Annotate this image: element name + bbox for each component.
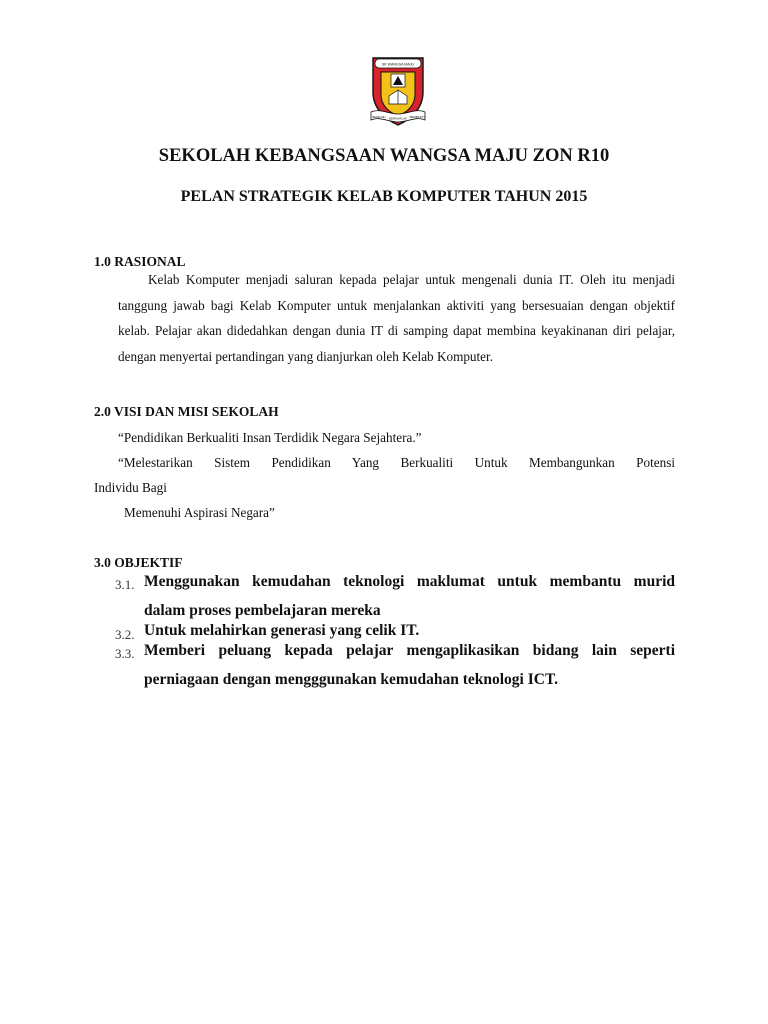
objective-text: Untuk melahirkan generasi yang celik IT. <box>144 622 420 639</box>
objective-text: Memberi peluang kepada pelajar mengaplikasikan bidang lain seperti <box>144 642 675 659</box>
misi-statement-line2: Individu Bagi <box>94 480 167 495</box>
rasional-heading: 1.0 RASIONAL <box>94 254 186 269</box>
misi-statement-line1: “Melestarikan Sistem Pendidikan Yang Berkualiti Untuk Membangunkan Potensi <box>118 455 675 470</box>
school-crest-logo <box>369 52 427 126</box>
school-title: SEKOLAH KEBANGSAAN WANGSA MAJU ZON R10 <box>158 146 610 166</box>
svg-text:BERILMU: BERILMU <box>372 115 386 119</box>
rasional-paragraph: Kelab Komputer menjadi saluran kepada pelajar untuk mengenali dunia IT. Oleh itu menjadi tanggung jawab bagi Kelab Komputer untuk menjalankan aktiviti yang bersesuaian dengan objektif kelab. Pelajar akan didedahkan dengan dunia IT di samping dapat membina keyakinanan diri pelajar, dengan menyertai pertandingan yang dianjurkan oleh Kelab Komputer. <box>118 272 675 364</box>
objective-text: Menggunakan kemudahan teknologi maklumat untuk membantu murid <box>144 573 675 590</box>
svg-text:BERAKHLAK: BERAKHLAK <box>388 116 408 121</box>
objective-number: 3.1. <box>115 577 135 592</box>
svg-text:SK WANGSA MAJU: SK WANGSA MAJU <box>381 62 415 67</box>
objective-text-continuation: dalam proses pembelajaran mereka <box>144 602 381 619</box>
plan-title: PELAN STRATEGIK KELAB KOMPUTER TAHUN 2015 <box>180 188 588 205</box>
objective-number: 3.2. <box>115 627 135 642</box>
visi-misi-heading: 2.0 VISI DAN MISI SEKOLAH <box>94 404 279 419</box>
objective-text-continuation: perniagaan dengan mengggunakan kemudahan teknologi ICT. <box>144 671 559 688</box>
misi-statement-line3: Memenuhi Aspirasi Negara” <box>124 505 275 520</box>
svg-text:BERBAKTI: BERBAKTI <box>409 115 425 119</box>
objective-number: 3.3. <box>115 646 135 661</box>
visi-statement: “Pendidikan Berkualiti Insan Terdidik Negara Sejahtera.” <box>118 430 422 445</box>
objektif-heading: 3.0 OBJEKTIF <box>94 555 183 570</box>
